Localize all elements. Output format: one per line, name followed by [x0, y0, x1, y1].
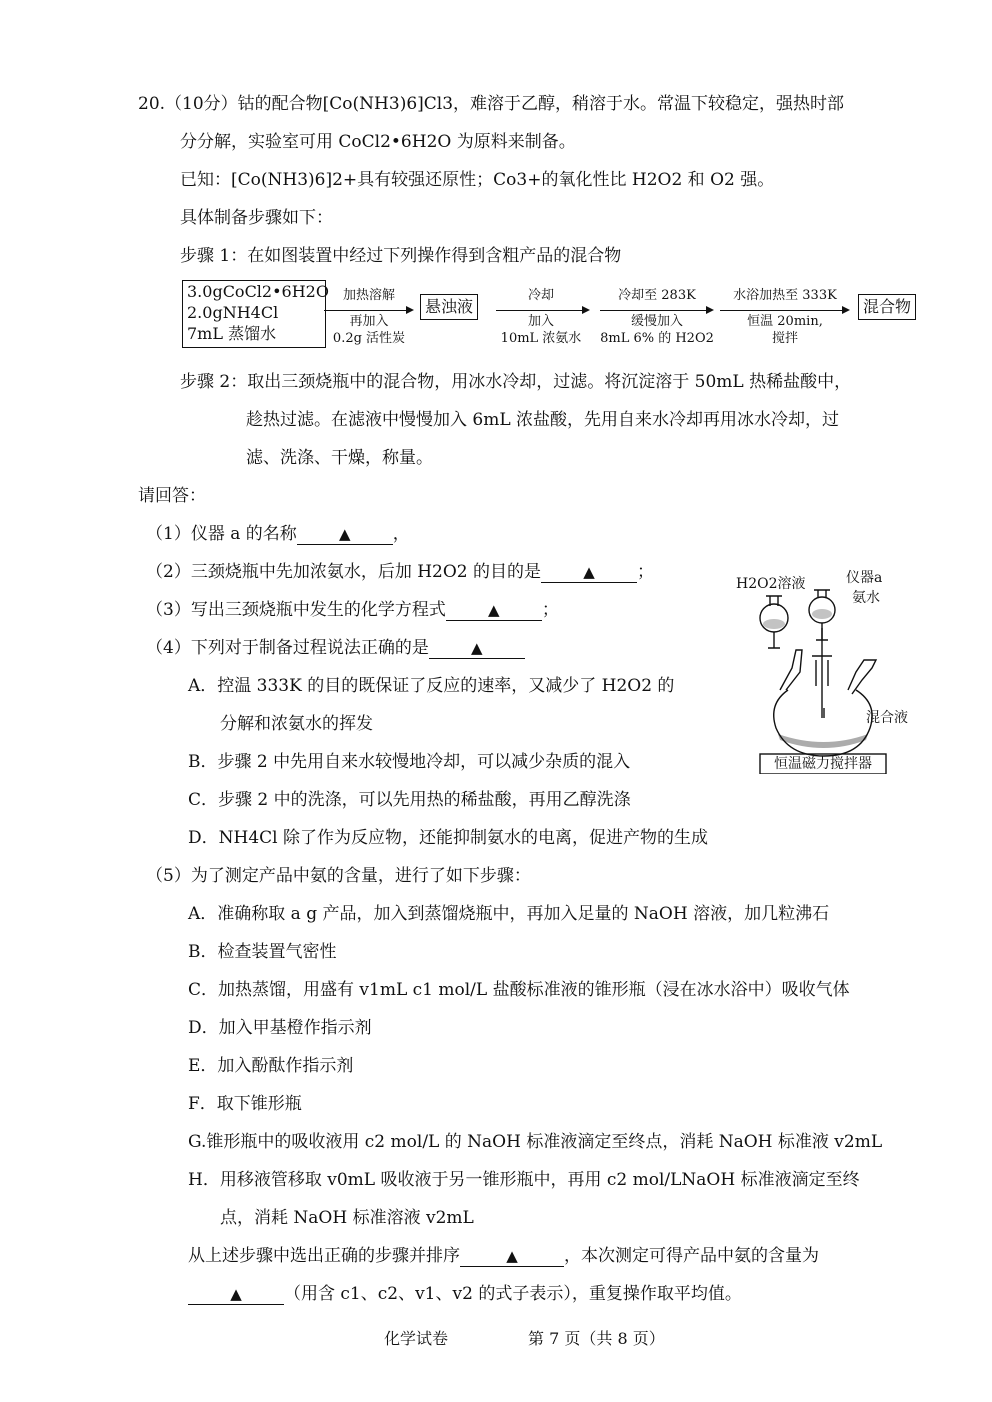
q5-step-e: E．加入酚酞作指示剂 — [188, 1056, 354, 1076]
q4-option-d: D．NH4Cl 除了作为反应物，还能抑制氨水的电离，促进产物的生成 — [188, 828, 708, 848]
q5-step-h-line-1: H．用移液管移取 v0mL 吸收液于另一锥形瓶中，再用 c2 mol/LNaOH 标准液滴定至终 — [188, 1170, 860, 1190]
q5-final-text: （用含 c1、c2、v1、v2 的式子表示），重复操作取平均值。 — [284, 1284, 742, 1304]
q5-step-g: G.锥形瓶中的吸收液用 c2 mol/L 的 NaOH 标准液滴定至终点，消耗 NaOH 标准液 v2mL — [188, 1132, 883, 1152]
footer-subject: 化学试卷 — [384, 1329, 449, 1348]
q5-step-h-line-2: 点，消耗 NaOH 标准溶液 v2mL — [220, 1208, 474, 1228]
flow-arrow-2-bottom: 10mL 浓氨水 — [500, 331, 582, 346]
q2-tail: ； — [637, 562, 655, 582]
step-2-line-2: 趁热过滤。在滤液中慢慢加入 6mL 浓盐酸，先用自来水冷却再用冰水冷却，过 — [246, 410, 840, 430]
answer-prompt: 请回答： — [138, 486, 206, 506]
q5-step-a: A．准确称取 a g 产品，加入到蒸馏烧瓶中，再加入足量的 NaOH 溶液，加几粒沸石 — [188, 904, 830, 924]
q3-text: （3）写出三颈烧瓶中发生的化学方程式 — [146, 600, 446, 620]
q4-text: （4）下列对于制备过程说法正确的是 — [146, 638, 429, 658]
answer-mark: ▲ — [338, 525, 351, 543]
q4-option-a-line-1: A．控温 333K 的目的既保证了反应的速率，又减少了 H2O2 的 — [188, 676, 675, 696]
q4-option-a-line-2: 分解和浓氨水的挥发 — [220, 714, 373, 734]
apparatus-diagram — [728, 568, 918, 774]
answer-mark: ▲ — [488, 601, 500, 619]
q1-line — [146, 522, 410, 546]
flow-arrow-3 — [600, 310, 712, 311]
flow-start-line-3: 7mL 蒸馏水 — [187, 324, 277, 343]
q5-order-line — [188, 1244, 819, 1268]
label-instrument-a: 仪器a — [846, 570, 883, 586]
q3-answer-blank[interactable] — [446, 600, 542, 621]
label-mixture: 混合液 — [866, 710, 908, 726]
q5-step-f: F．取下锥形瓶 — [188, 1094, 302, 1114]
flow-arrow-4-top: 水浴加热至 333K — [733, 288, 837, 303]
q1-answer-blank[interactable] — [297, 524, 393, 545]
answer-mark: ▲ — [471, 639, 483, 657]
flow-mixture-box: 混合物 — [858, 294, 916, 320]
q2-text: （2）三颈烧瓶中先加浓氨水，后加 H2O2 的目的是 — [146, 562, 542, 582]
question-line-2: 分分解，实验室可用 CoCl2•6H2O 为原料来制备。 — [180, 132, 576, 152]
q1-text: （1）仪器 a 的名称 — [146, 524, 297, 544]
flow-start-box — [182, 280, 329, 348]
q1-tail: ， — [392, 524, 410, 544]
q5-step-b: B．检查装置气密性 — [188, 942, 337, 962]
q4-option-c: C．步骤 2 中的洗涤，可以先用热的稀盐酸，再用乙醇洗涤 — [188, 790, 631, 810]
q5-content-blank[interactable] — [188, 1284, 284, 1305]
label-h2o2-solution: H2O2溶液 — [736, 576, 806, 592]
q4-line — [146, 636, 525, 660]
q5-step-c: C．加热蒸馏，用盛有 v1mL c1 mol/L 盐酸标准液的锥形瓶（浸在冰水浴中）吸收气体 — [188, 980, 850, 1000]
q2-line — [146, 560, 654, 584]
answer-mark: ▲ — [583, 563, 595, 581]
q5-order-text: 从上述步骤中选出正确的步骤并排序 — [188, 1246, 460, 1266]
step-1-text: 步骤 1：在如图装置中经过下列操作得到含粗产品的混合物 — [180, 246, 622, 266]
flow-arrow-1-top: 加热溶解 — [342, 288, 395, 303]
known-conditions: 已知：[Co(NH3)6]2+具有较强还原性；Co3+的氧化性比 H2O2 和 O2 强。 — [180, 170, 775, 190]
q5-final-line — [188, 1282, 742, 1306]
step-2-line-1: 步骤 2：取出三颈烧瓶中的混合物，用冰水冷却，过滤。将沉淀溶于 50mL 热稀盐酸中， — [180, 372, 852, 392]
answer-mark: ▲ — [230, 1285, 242, 1303]
flow-start-line-2: 2.0gNH4Cl — [187, 303, 279, 322]
q4-answer-blank[interactable] — [429, 638, 525, 659]
footer-page: 第 7 页（共 8 页） — [528, 1329, 665, 1348]
label-ammonia: 氨水 — [852, 590, 880, 606]
steps-intro: 具体制备步骤如下： — [180, 208, 333, 228]
q5-content-text: ，本次测定可得产品中氨的含量为 — [564, 1246, 819, 1266]
q3-line — [146, 598, 559, 622]
step-2-line-3: 滤、洗涤、干燥，称量。 — [246, 448, 433, 468]
flow-arrow-3-mid: 缓慢加入 — [630, 314, 683, 329]
flow-arrow-1 — [324, 310, 412, 311]
flow-arrow-2-mid: 加入 — [527, 314, 554, 329]
q3-tail: ； — [541, 600, 559, 620]
question-line-1: 20.（10分）钴的配合物[Co(NH3)6]Cl3，难溶于乙醇，稍溶于水。常温下较稳定，强热时部 — [138, 94, 845, 114]
answer-mark: ▲ — [506, 1247, 518, 1265]
apparatus-drawing — [728, 568, 918, 774]
flow-arrow-1-bottom: 0.2g 活性炭 — [332, 331, 406, 346]
flow-arrow-3-top: 冷却至 283K — [618, 288, 696, 303]
q4-option-b: B．步骤 2 中先用自来水较慢地冷却，可以减少杂质的混入 — [188, 752, 631, 772]
flow-start-line-1: 3.0gCoCl2•6H2O — [187, 282, 329, 301]
q5-text: （5）为了测定产品中氨的含量，进行了如下步骤： — [146, 866, 531, 886]
flow-arrow-4 — [720, 310, 848, 311]
q5-order-blank[interactable] — [460, 1246, 564, 1267]
flow-arrow-4-bottom: 搅拌 — [771, 331, 798, 346]
q2-answer-blank[interactable] — [541, 562, 637, 583]
flow-arrow-2 — [496, 310, 588, 311]
flow-arrow-4-mid: 恒温 20min, — [747, 314, 823, 329]
label-magnetic-stirrer: 恒温磁力搅拌器 — [774, 756, 872, 772]
q5-step-d: D．加入甲基橙作指示剂 — [188, 1018, 372, 1038]
flow-arrow-1-mid: 再加入 — [349, 314, 389, 329]
flow-suspension-box: 悬浊液 — [420, 294, 478, 320]
flow-arrow-2-top: 冷却 — [527, 288, 554, 303]
flow-arrow-3-bottom: 8mL 6% 的 H2O2 — [600, 331, 714, 346]
